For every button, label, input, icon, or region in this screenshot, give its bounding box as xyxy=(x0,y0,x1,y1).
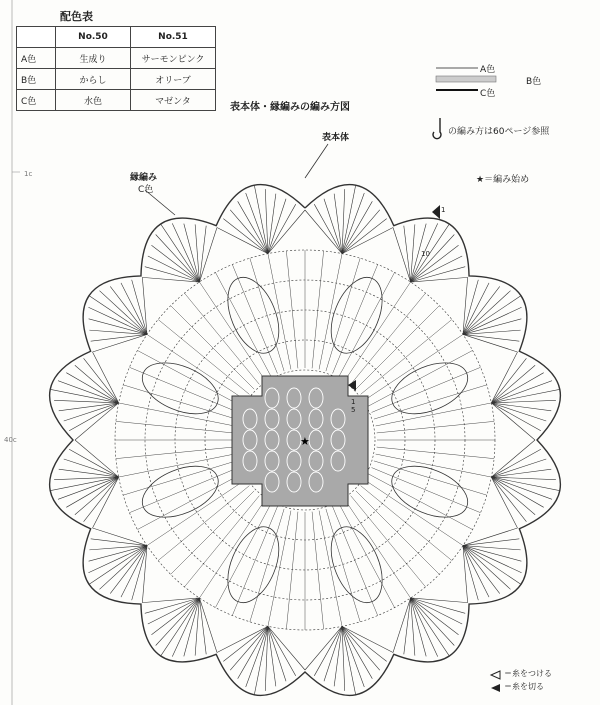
fan-stitch xyxy=(411,224,450,282)
radial-stitch xyxy=(286,251,298,368)
start-note: ★＝編み始め xyxy=(476,175,530,185)
fan-stitch xyxy=(411,598,450,656)
fan-stitch xyxy=(334,194,342,254)
fan-stitch xyxy=(110,546,147,594)
fan-stitch xyxy=(199,598,206,654)
radial-stitch xyxy=(119,403,235,426)
radial-stitch xyxy=(171,306,254,389)
ruler-mid-label: 40c xyxy=(4,436,17,444)
radial-stitch xyxy=(171,491,254,574)
radial-stitch xyxy=(268,254,291,370)
hook-note: の編み方は60ページ参照 xyxy=(448,127,550,137)
radial-stitch xyxy=(345,500,411,598)
radial-stitch xyxy=(356,306,439,389)
diagram-title: 表本体・縁編みの編み方図 xyxy=(230,102,350,113)
fan-stitch xyxy=(89,296,147,335)
color-row-label: A色 xyxy=(17,48,56,69)
color-row-no51: オリーブ xyxy=(131,69,216,90)
radial-stitch xyxy=(137,350,241,406)
fan-stitch xyxy=(54,477,119,480)
fan-stitch xyxy=(254,185,268,254)
fan-stitch xyxy=(491,469,551,477)
radial-stitch xyxy=(345,282,411,380)
color-table-header-no50: No.50 xyxy=(56,27,131,48)
fan-stitch xyxy=(89,546,147,585)
radial-stitch xyxy=(286,512,298,629)
fan-stitch xyxy=(491,440,535,477)
fan-stitch xyxy=(268,194,276,254)
fan-stitch xyxy=(491,403,535,440)
radial-stitch xyxy=(374,385,487,419)
fan-stitch xyxy=(75,440,119,477)
legend-cut: ＝糸を切る xyxy=(504,682,544,691)
color-table-header-no51: No.51 xyxy=(131,27,216,48)
radial-stitch xyxy=(339,503,395,607)
radial-stitch xyxy=(356,491,439,574)
fan-stitch xyxy=(393,228,411,283)
fan-stitch xyxy=(342,626,380,670)
cut-thread-marker xyxy=(348,380,356,391)
fan-stitch xyxy=(411,256,463,282)
fan-stitch xyxy=(59,403,119,411)
thread-arrow-icons xyxy=(488,668,504,696)
doily-chart xyxy=(50,144,561,695)
radial-stitch xyxy=(351,496,426,587)
radial-stitch xyxy=(116,421,233,433)
label-pointer-edge xyxy=(145,190,175,215)
fan-stitch xyxy=(151,598,199,635)
color-table-title: 配色表 xyxy=(60,10,93,23)
label-pointer xyxy=(305,144,328,178)
fan-stitch xyxy=(268,626,276,686)
radial-stitch xyxy=(368,350,472,406)
radial-stitch xyxy=(215,503,271,607)
fan-stitch xyxy=(75,403,119,440)
start-star-icon: ★ xyxy=(300,435,310,448)
row-marker-1: 1 xyxy=(441,206,446,214)
radial-stitch xyxy=(119,454,235,477)
radial-stitch xyxy=(123,385,236,419)
radial-stitch xyxy=(374,461,487,495)
radial-stitch xyxy=(116,447,233,459)
fan-stitch xyxy=(463,283,489,335)
yarn-b-label: B色 xyxy=(526,77,542,87)
fan-stitch xyxy=(463,296,521,335)
radial-stitch xyxy=(250,509,284,622)
radial-stitch xyxy=(333,264,378,373)
fan-stitch xyxy=(342,210,380,254)
radial-stitch xyxy=(129,367,238,412)
label-body: 表本体 xyxy=(322,133,350,143)
radial-stitch xyxy=(365,334,463,400)
fan-stitch xyxy=(148,598,200,624)
radial-stitch xyxy=(312,512,324,629)
radial-stitch xyxy=(326,509,360,622)
cut-thread-marker xyxy=(432,205,440,219)
fan-stitch xyxy=(463,539,519,546)
fan-stitch xyxy=(411,245,459,282)
radial-stitch xyxy=(312,251,324,368)
fan-stitch xyxy=(121,283,147,335)
radial-stitch xyxy=(250,258,284,371)
fan-stitch xyxy=(305,626,342,670)
row-marker-mid: 1 xyxy=(351,398,356,406)
fan-stitch xyxy=(110,286,147,334)
fan-stitch xyxy=(59,469,119,477)
fan-stitch xyxy=(404,598,411,654)
fan-stitch xyxy=(230,626,268,670)
radial-stitch xyxy=(372,468,481,513)
label-edge-color: C色 xyxy=(138,185,154,195)
fan-stitch xyxy=(161,224,200,282)
fan-stitch xyxy=(265,626,268,691)
fan-stitch xyxy=(342,626,356,695)
attach-thread-icon xyxy=(491,671,500,679)
fan-stitch xyxy=(342,626,345,691)
ruler-top-label: 1c xyxy=(24,170,33,178)
radial-stitch xyxy=(376,403,492,426)
fan-stitch xyxy=(463,546,521,585)
fan-stitch xyxy=(268,626,305,670)
radial-stitch xyxy=(326,258,360,371)
color-row-no50: 水色 xyxy=(56,90,131,111)
fan-stitch xyxy=(334,626,342,686)
radial-stitch xyxy=(339,272,395,376)
radial-stitch xyxy=(215,272,271,376)
radial-stitch xyxy=(232,264,277,373)
radial-stitch xyxy=(184,293,259,384)
fan-stitch xyxy=(491,365,535,403)
radial-stitch xyxy=(376,454,492,477)
fan-stitch xyxy=(230,210,268,254)
fan-stitch xyxy=(199,598,217,653)
radial-stitch xyxy=(129,468,238,513)
radial-stitch xyxy=(123,461,236,495)
fan-stitch xyxy=(50,477,119,491)
fan-stitch xyxy=(491,400,556,403)
fan-stitch xyxy=(121,546,147,598)
fan-stitch xyxy=(463,546,489,598)
fan-stitch xyxy=(199,226,206,282)
radial-stitch xyxy=(361,486,452,561)
fan-stitch xyxy=(75,477,119,515)
fan-stitch xyxy=(393,598,411,653)
fan-stitch xyxy=(463,334,519,341)
fan-stitch xyxy=(491,477,535,515)
yarn-c-label: C色 xyxy=(480,89,496,99)
radial-stitch xyxy=(361,319,452,394)
fan-stitch xyxy=(151,245,199,282)
row-marker-5: 5 xyxy=(351,406,356,414)
fan-stitch xyxy=(91,334,147,341)
radial-stitch xyxy=(319,511,342,627)
fan-stitch xyxy=(50,389,119,403)
label-edge: 縁編み xyxy=(130,173,158,183)
radial-stitch xyxy=(368,474,472,530)
radial-stitch xyxy=(268,511,291,627)
radial-stitch xyxy=(377,421,494,433)
cut-thread-icon xyxy=(491,684,500,692)
fan-stitch xyxy=(491,477,560,491)
radial-stitch xyxy=(137,474,241,530)
fan-stitch xyxy=(463,334,518,352)
fan-stitch xyxy=(161,598,200,656)
fan-stitch xyxy=(148,256,200,282)
fan-stitch xyxy=(268,210,305,254)
fan-stitch xyxy=(75,365,119,403)
fan-stitch xyxy=(463,546,500,594)
radial-stitch xyxy=(158,486,249,561)
fan-stitch xyxy=(305,210,342,254)
radial-stitch xyxy=(333,507,378,616)
fan-stitch xyxy=(463,528,518,546)
fan-stitch xyxy=(342,189,345,254)
yarn-a-label: A色 xyxy=(480,65,496,75)
color-row-label: B色 xyxy=(17,69,56,90)
legend-attach: ＝糸をつける xyxy=(504,669,552,678)
color-row-label: C色 xyxy=(17,90,56,111)
radial-stitch xyxy=(377,447,494,459)
fan-stitch xyxy=(93,528,148,546)
radial-stitch xyxy=(351,293,426,384)
radial-stitch xyxy=(147,334,245,400)
radial-stitch xyxy=(184,496,259,587)
radial-stitch xyxy=(199,282,265,380)
color-row-no51: マゼンタ xyxy=(131,90,216,111)
fan-stitch xyxy=(199,228,217,283)
fan-stitch xyxy=(491,477,556,480)
fan-stitch xyxy=(411,598,463,624)
color-row-no50: からし xyxy=(56,69,131,90)
fan-stitch xyxy=(265,189,268,254)
fan-stitch xyxy=(463,286,500,334)
color-row-no50: 生成り xyxy=(56,48,131,69)
color-row-no51: サーモンピンク xyxy=(131,48,216,69)
fan-stitch xyxy=(54,400,119,403)
radial-stitch xyxy=(199,500,265,598)
radial-stitch xyxy=(158,319,249,394)
radial-stitch xyxy=(365,480,463,546)
radial-stitch xyxy=(319,254,342,370)
fan-stitch xyxy=(491,403,551,411)
fan-stitch xyxy=(93,334,148,352)
radial-stitch xyxy=(147,480,245,546)
radial-stitch xyxy=(372,367,481,412)
fan-stitch xyxy=(342,185,356,254)
fan-stitch xyxy=(491,389,560,403)
fan-stitch xyxy=(411,598,459,635)
radial-stitch xyxy=(232,507,277,616)
fan-stitch xyxy=(91,539,147,546)
row-marker-10: 10 xyxy=(421,250,430,258)
fan-stitch xyxy=(254,626,268,695)
fan-stitch xyxy=(404,226,411,282)
